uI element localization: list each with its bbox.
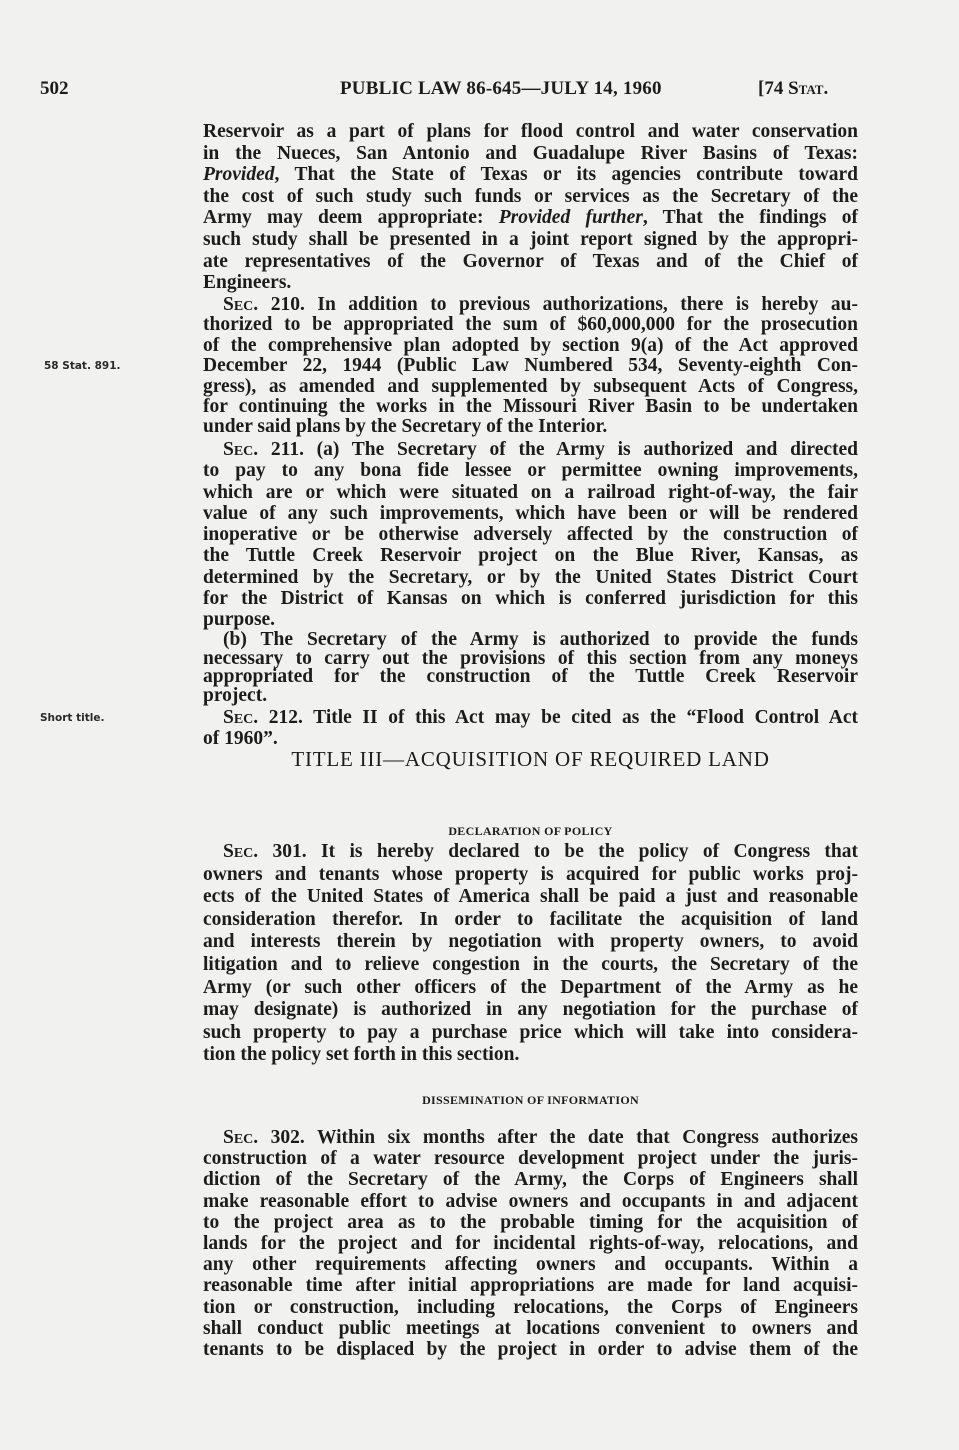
text-line: gress), as amended and supplemented by subsequent Acts of Congress, (203, 375, 858, 397)
text-line: may designate) is authorized in any negotiation for the purchase of (203, 999, 858, 1021)
text-line: which are or which were situated on a railroad right-of-way, the fair (203, 481, 858, 503)
section-label: Sec. (223, 439, 259, 460)
text-segment: 212. Title II of this Act may be cited as the “Flood Control Act (258, 707, 858, 728)
text-line (203, 207, 858, 229)
italic-text: Provided (203, 164, 275, 186)
text-line: for the District of Kansas on which is conferred jurisdiction for this (203, 587, 858, 609)
text-line: to pay to any bona fide lessee or permittee owning improvements, (203, 460, 858, 482)
text-line: owners and tenants whose property is acquired for public works proj- (203, 863, 858, 885)
text-segment: 302. Within six months after the date that Congress authorizes (258, 1127, 858, 1148)
heading-declaration-of-policy: DECLARATION OF POLICY (448, 824, 613, 838)
section-label: Sec. (223, 707, 259, 728)
text-line: value of any such improvements, which have been or will be rendered (203, 502, 858, 524)
text-line: tenants to be displaced by the project in order to advise them of the (203, 1339, 858, 1361)
text-line: any other requirements affecting owners and occupants. Within a (203, 1254, 858, 1276)
running-header-title: PUBLIC LAW 86-645—JULY 14, 1960 (340, 78, 662, 99)
heading-dissemination-of-information: DISSEMINATION OF INFORMATION (422, 1093, 639, 1107)
paragraph-continuation (203, 121, 858, 294)
paragraph-sec-211b (203, 631, 858, 706)
text-segment: , That the State of Texas or its agencies contribute toward (274, 164, 858, 186)
text-line: Engineers. (203, 272, 292, 294)
text-segment: Army may deem appropriate: (203, 207, 499, 229)
text-segment: 301. It is hereby declared to be the policy of Congress that (258, 841, 858, 862)
paragraph-sec-301 (203, 841, 858, 1067)
italic-text: Provided further (498, 207, 643, 229)
text-line: shall conduct public meetings at locations convenient to owners and (203, 1317, 858, 1339)
title-iii-heading: TITLE III—ACQUISITION OF REQUIRED LAND (291, 747, 770, 771)
section-label: Sec. (223, 1127, 259, 1148)
text-segment: , That the findings of (642, 207, 858, 229)
text-line (203, 295, 858, 315)
text-line (203, 439, 858, 460)
text-line: under said plans by the Secretary of the Interior. (203, 416, 608, 438)
text-line (203, 841, 858, 864)
margin-note-citation: 58 Stat. 891. (44, 360, 121, 372)
text-line: Reservoir as a part of plans for flood control and water conservation (203, 121, 858, 142)
text-line: such study shall be presented in a joint report signed by the appropri- (203, 228, 858, 250)
text-line: consideration therefor. In order to facilitate the acquisition of land (203, 908, 858, 930)
text-line: of 1960”. (203, 728, 278, 749)
text-line: inoperative or be otherwise adversely affected by the construction of (203, 524, 858, 545)
text-line: determined by the Secretary, or by the United States District Court (203, 566, 858, 588)
text-line: for continuing the works in the Missouri River Basin to be undertaken (203, 396, 858, 418)
text-line: construction of a water resource development project under the juris- (203, 1148, 858, 1170)
text-line: tion or construction, including relocations, the Corps of Engineers (203, 1296, 858, 1318)
text-line: tion the policy set forth in this section. (203, 1044, 520, 1066)
text-line: such property to pay a purchase price which will take into considera- (203, 1021, 858, 1043)
text-line: the Tuttle Creek Reservoir project on the Blue River, Kansas, as (203, 545, 858, 567)
section-label: Sec. (223, 294, 259, 315)
text-line: the cost of such study such funds or services as the Secretary of the (203, 185, 858, 207)
text-line: and interests therein by negotiation with property owners, to avoid (203, 931, 858, 953)
text-line: Army (or such other officers of the Department of the Army as he (203, 976, 858, 998)
text-line: appropriated for the construction of the Tuttle Creek Reservoir (203, 666, 858, 688)
text-line: of the comprehensive plan adopted by section 9(a) of the Act approved (203, 334, 858, 356)
text-line: project. (203, 685, 268, 707)
section-label: Sec. (223, 841, 259, 862)
text-line: reasonable time after initial appropriations are made for land acquisi- (203, 1275, 858, 1297)
text-line (203, 164, 858, 186)
paragraph-sec-210 (203, 295, 858, 438)
text-line: diction of the Secretary of the Army, the Corps of Engineers shall (203, 1169, 858, 1191)
text-line: thorized to be appropriated the sum of $60,000,000 for the prosecution (203, 314, 858, 336)
paragraph-sec-302 (203, 1127, 858, 1360)
text-line: (b) The Secretary of the Army is authorized to provide the funds (223, 629, 858, 650)
text-line: to the project area as to the probable timing for the acquisition of (203, 1211, 858, 1233)
paragraph-sec-211a (203, 439, 858, 630)
text-line: make reasonable effort to advise owners and occupants in and adjacent (203, 1190, 858, 1212)
text-line (203, 1127, 858, 1148)
text-line (203, 707, 858, 728)
text-line: necessary to carry out the provisions of this section from any moneys (203, 647, 858, 669)
text-line: purpose. (203, 609, 276, 630)
text-line: lands for the project and for incidental rights-of-way, relocations, and (203, 1233, 858, 1255)
text-line: ate representatives of the Governor of Texas and of the Chief of (203, 250, 858, 272)
text-line: December 22, 1944 (Public Law Numbered 534, Seventy-eighth Con- (203, 355, 858, 377)
page-number: 502 (40, 78, 69, 99)
margin-note-short-title: Short title. (40, 712, 105, 724)
text-line: litigation and to relieve congestion in the courts, the Secretary of the (203, 953, 858, 975)
statute-volume: [74 Stat. (758, 78, 829, 99)
text-line: ects of the United States of America shall be paid a just and reasonable (203, 886, 858, 908)
paragraph-sec-212 (203, 707, 858, 749)
text-segment: 211. (a) The Secretary of the Army is authorized and directed (258, 439, 858, 460)
text-segment: 210. In addition to previous authorizations, there is hereby au- (258, 294, 858, 315)
text-line: in the Nueces, San Antonio and Guadalupe River Basins of Texas: (203, 142, 858, 164)
